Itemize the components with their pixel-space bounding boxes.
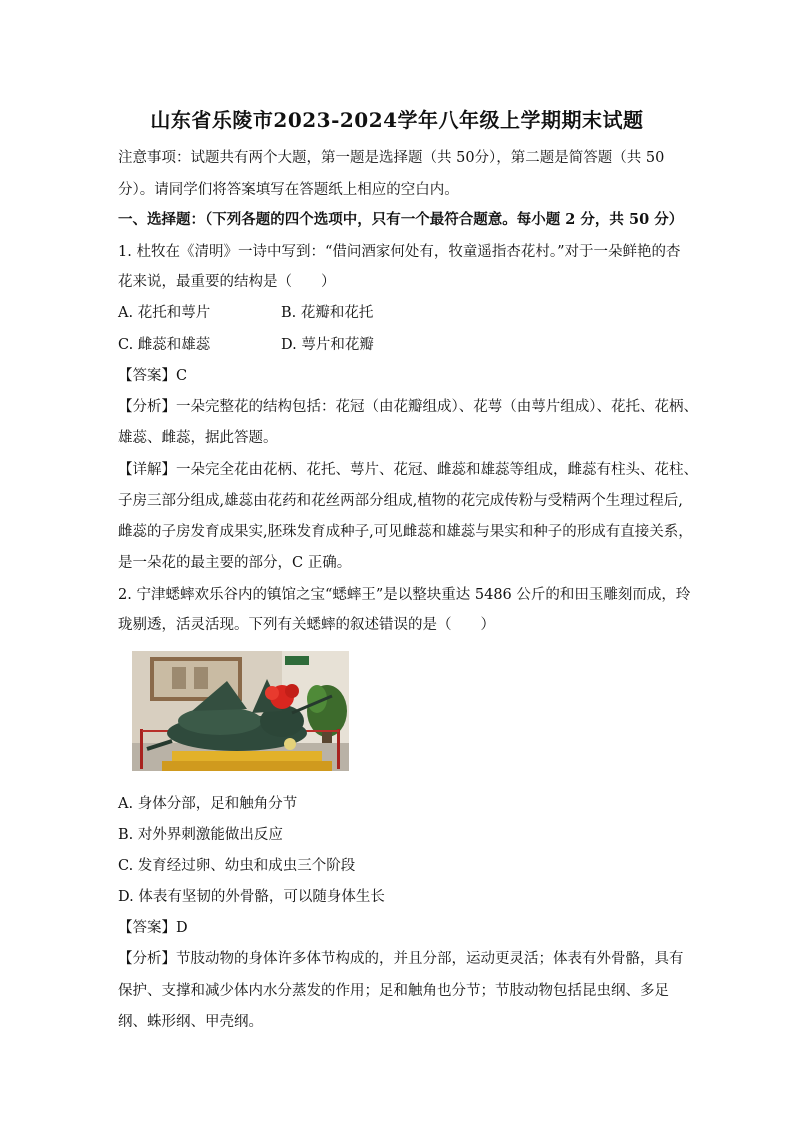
q2-answer: 【答案】D xyxy=(118,920,188,936)
q2-option-b: B. 对外界刺激能做出反应 xyxy=(118,827,283,843)
notice-line-1: 注意事项：试题共有两个大题，第一题是选择题（共 50分），第二题是简答题（共 50 xyxy=(118,150,665,166)
q1-option-b: B. 花瓣和花托 xyxy=(281,305,374,321)
q1-option-d: D. 萼片和花瓣 xyxy=(281,337,374,353)
q2-option-d: D. 体表有坚韧的外骨骼，可以随身体生长 xyxy=(118,889,385,905)
q2-stem-line-2: 珑剔透，活灵活现。下列有关蟋蟀的叙述错误的是（ ） xyxy=(118,617,495,633)
q1-detail-line-2: 子房三部分组成,雄蕊由花药和花丝两部分组成,植物的花完成传粉与受精两个生理过程后, xyxy=(118,493,683,509)
page-title: 山东省乐陵市2023-2024学年八年级上学期期末试题 xyxy=(150,108,644,132)
cricket-sculpture-photo xyxy=(132,651,349,771)
q1-stem-line-1: 1. 杜牧在《清明》一诗中写到：“借问酒家何处有，牧童遥指杏花村。”对于一朵鲜艳的杏 xyxy=(118,244,681,260)
q1-detail-line-1: 【详解】一朵完全花由花柄、花托、萼片、花冠、雌蕊和雄蕊等组成，雌蕊有柱头、花柱、 xyxy=(118,462,698,478)
cricket-sculpture-image xyxy=(132,651,349,771)
q2-option-c: C. 发育经过卵、幼虫和成虫三个阶段 xyxy=(118,858,356,874)
q2-analysis-line-3: 纲、蛛形纲、甲壳纲。 xyxy=(118,1014,263,1030)
q1-answer: 【答案】C xyxy=(118,368,188,384)
q2-analysis-line-1: 【分析】节肢动物的身体许多体节构成的，并且分部，运动更灵活；体表有外骨骼，具有 xyxy=(118,951,684,967)
q1-option-a: A. 花托和萼片 xyxy=(118,305,211,321)
q1-detail-line-3: 雌蕊的子房发育成果实,胚珠发育成种子,可见雌蕊和雄蕊与果实和种子的形成有直接关系， xyxy=(118,524,693,540)
q1-analysis-line-1: 【分析】一朵完整花的结构包括：花冠（由花瓣组成）、花萼（由萼片组成）、花托、花柄、 xyxy=(118,399,698,415)
notice-line-2: 分）。请同学们将答案填写在答题纸上相应的空白内。 xyxy=(118,182,459,198)
q1-detail-line-4: 是一朵花的最主要的部分，C 正确。 xyxy=(118,555,352,571)
q2-analysis-line-2: 保护、支撑和减少体内水分蒸发的作用；足和触角也分节；节肢动物包括昆虫纲、多足 xyxy=(118,983,669,999)
q2-option-a: A. 身体分部，足和触角分节 xyxy=(118,796,298,812)
q1-option-c: C. 雌蕊和雄蕊 xyxy=(118,337,211,353)
section-heading: 一、选择题：（下列各题的四个选项中，只有一个最符合题意。每小题 2 分，共 50 分） xyxy=(118,211,684,228)
q2-stem-line-1: 2. 宁津蟋蟀欢乐谷内的镇馆之宝“蟋蟀王”是以整块重达 5486 公斤的和田玉雕刻而成，玲 xyxy=(118,587,691,603)
q1-stem-line-2: 花来说，最重要的结构是（ ） xyxy=(118,274,336,290)
q1-analysis-line-2: 雄蕊、雌蕊，据此答题。 xyxy=(118,430,278,446)
